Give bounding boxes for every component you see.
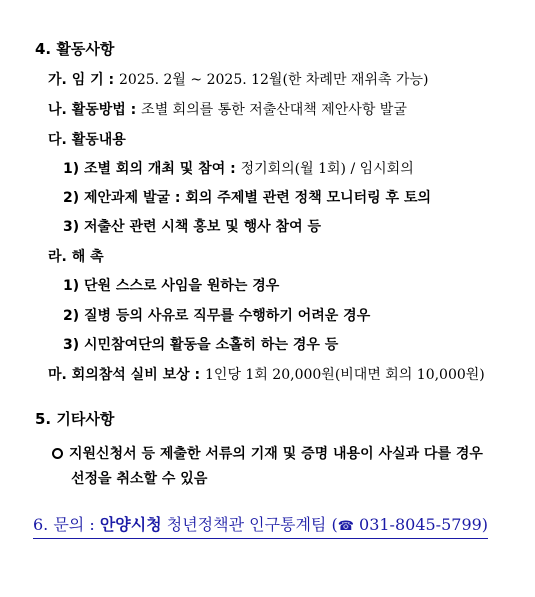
period-row <box>48 71 428 89</box>
contact-prefix: 6. 문의 : <box>33 515 100 534</box>
dismissal-heading: 라. 해 촉 <box>48 249 104 265</box>
dismissal-item-2: 2) 질병 등의 사유로 직무를 수행하기 어려운 경우 <box>63 308 371 324</box>
method-label: 나. 활동방법 : <box>48 102 142 118</box>
method-value: 조별 회의를 통한 저출산대책 제안사항 발굴 <box>141 102 407 118</box>
activity-heading: 다. 활동내용 <box>48 132 126 148</box>
notice-bullet <box>52 445 483 463</box>
method-row <box>48 101 407 119</box>
activity-item-1-label: 1) 조별 회의 개최 및 참여 : <box>63 161 241 177</box>
section-4-title: 4. 활동사항 <box>35 40 115 58</box>
compensation-value: 1인당 1회 20,000원(비대면 회의 10,000원) <box>205 367 485 383</box>
circle-bullet-icon <box>52 448 63 459</box>
phone-icon: ☎ <box>337 519 354 534</box>
compensation-row <box>48 366 485 384</box>
compensation-label: 마. 회의참석 실비 보상 : <box>48 367 206 383</box>
activity-item-3: 3) 저출산 관련 시책 홍보 및 행사 참여 등 <box>63 219 321 235</box>
contact-org: 안양시청 <box>99 515 162 534</box>
contact-dept: 청년정책관 인구통계팀 ( <box>161 515 338 534</box>
dismissal-item-1: 1) 단원 스스로 사임을 원하는 경우 <box>63 278 280 294</box>
notice-line-2: 선정을 취소할 수 있음 <box>71 471 208 487</box>
activity-item-2: 2) 제안과제 발굴 : 회의 주제별 관련 정책 모니터링 후 토의 <box>63 190 432 206</box>
notice-line-1: 지원신청서 등 제출한 서류의 기재 및 증명 내용이 사실과 다를 경우 <box>69 446 483 462</box>
activity-item-1-value: 정기회의(월 1회) / 임시회의 <box>240 161 414 177</box>
contact-phone: 031-8045-5799) <box>353 515 489 534</box>
period-value: 2025. 2월 ~ 2025. 12월(한 차례만 재위촉 가능) <box>119 72 429 88</box>
contact-line <box>33 515 488 539</box>
period-label: 가. 임 기 : <box>48 72 119 88</box>
activity-item-1 <box>63 160 414 178</box>
section-5-title: 5. 기타사항 <box>35 410 115 428</box>
dismissal-item-3: 3) 시민참여단의 활동을 소홀히 하는 경우 등 <box>63 337 339 353</box>
